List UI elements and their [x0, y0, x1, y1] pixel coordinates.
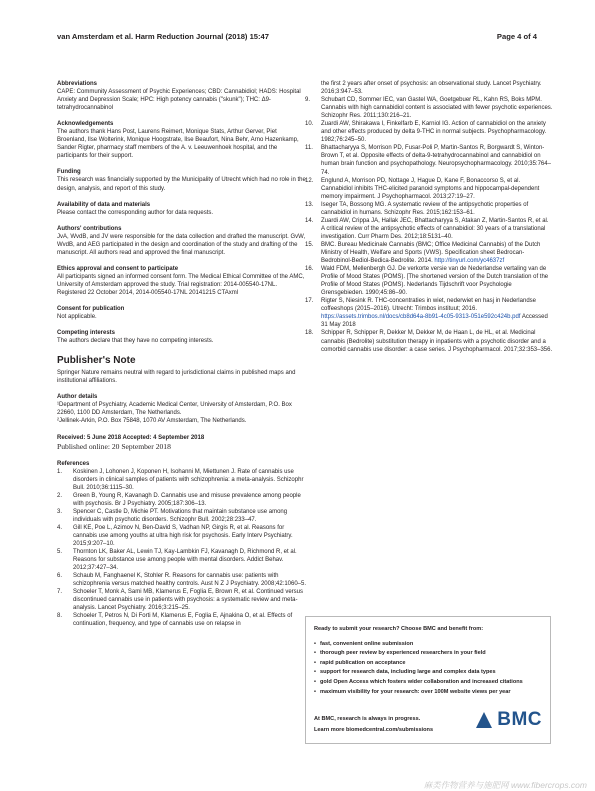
reference-item — [57, 588, 307, 612]
section-heading: Abbreviations — [57, 81, 98, 87]
reference-number: 2. — [57, 492, 63, 499]
section-text: Please contact the corresponding author for data requests. — [57, 209, 214, 216]
page-number: Page 4 of 4 — [496, 32, 537, 41]
section-heading: Author details — [57, 394, 98, 401]
section-text: The authors declare that they have no competing interests. — [57, 338, 214, 345]
reference-item — [57, 492, 307, 508]
reference-text — [321, 201, 553, 217]
reference-text — [73, 492, 307, 508]
author-details-section — [57, 393, 307, 425]
ethics-section — [57, 265, 307, 297]
reference-item — [57, 524, 307, 548]
reference-citation: Wald FDM, Mellenbergh GJ. De verkorte versie van de Nederlandse vertaling van de Profile of Mood States (POMS). [The shortened version of the Dutch translation of the Profile of Mood States (POMS). Nederlands Tijdschrift voor Psychologie Grensgebieden. 1990;45:86–90. — [321, 266, 549, 297]
bmc-logo-icon — [474, 710, 494, 730]
funding-section — [57, 168, 307, 192]
reference-number: 4. — [57, 524, 63, 531]
right-column — [305, 80, 553, 354]
reference-text — [321, 80, 553, 96]
reference-number: 1. — [57, 468, 63, 475]
section-heading: Acknowledgements — [57, 121, 114, 128]
benefit-list — [314, 640, 542, 698]
reference-text — [321, 265, 553, 297]
reference-text — [73, 468, 307, 492]
watermark: 麻类作物营养与施肥网 www.fibercrops.com — [423, 780, 587, 790]
bmc-logo — [474, 710, 542, 730]
benefit-item: • maximum visibility for your research: over 100M website views per year — [314, 688, 542, 698]
section-text: CAPE: Community Assessment of Psychic Experiences; CBD: Cannabidiol; HADS: Hospital Anxiety and Depression Scale; HPC: High potency cannabis ("skunk"); THC: Δ9-tetrahydrocannabinol — [57, 89, 301, 112]
reference-number: 9. — [305, 97, 311, 104]
reference-number: 8. — [57, 613, 63, 620]
ad-title: Ready to submit your research? Choose BMC and benefit from: — [314, 626, 484, 632]
reference-number: 3. — [57, 508, 63, 515]
availability-section — [57, 201, 307, 217]
reference-citation: Koskinen J, Lohonen J, Koponen H, Isohanni M, Miettunen J. Rate of cannabis use disorders in clinical samples of patients with schizophrenia: a meta-analysis. Schizophr Bull. 2010;36:1115–30. — [73, 468, 304, 491]
reference-number: 18. — [305, 330, 314, 337]
reference-citation: Zuardi AW, Crippa JA, Hallak JEC, Bhattacharyya S, Atakan Z, Martin-Santos R, et al. A critical review of the antipsychotic effects of cannabidiol: 30 years of a translational investigation. Curr Pharm Des. 2012;18:5131–40. — [321, 217, 549, 240]
reference-item — [305, 329, 553, 353]
reference-item — [57, 508, 307, 524]
reference-number — [305, 80, 321, 96]
reference-item — [305, 217, 553, 241]
section-heading: Availability of data and materials — [57, 201, 151, 208]
acknowledgements-section — [57, 120, 307, 160]
section-text: Springer Nature remains neutral with regard to jurisdictional claims in published maps and institutional affiliations. — [57, 370, 296, 385]
reference-citation: Iseger TA, Bossong MG. A systematic review of the antipsychotic properties of cannabidiol in humans. Schizophr Res. 2015;162:153–61. — [321, 201, 529, 216]
ad-footer — [314, 714, 433, 736]
reference-text — [321, 241, 553, 265]
reference-item — [305, 241, 553, 265]
reference-number: 16. — [305, 266, 314, 273]
published-online: Published online: 20 September 2018 — [57, 441, 171, 451]
section-heading: Ethics approval and consent to participate — [57, 265, 179, 272]
benefit-item: • support for research data, including large and complex data types — [314, 668, 542, 678]
competing-section — [57, 329, 307, 345]
reference-number: 10. — [305, 121, 314, 128]
reference-text — [73, 524, 307, 548]
reference-citation: Schubart CD, Sommer IEC, van Gastel WA, Goetgebuer RL, Kahn RS, Boks MPM. Cannabis with high cannabidiol content is associated with fewer psychotic experiences. Schizophr Res. 2011;130:216–21. — [321, 97, 553, 120]
reference-item — [57, 548, 307, 572]
section-text: This research was financially supported by the Municipality of Utrecht which had no role in the design, analysis, and report of this study. — [57, 177, 306, 192]
reference-item — [305, 297, 553, 329]
reference-number: 14. — [305, 217, 314, 224]
reference-text — [321, 120, 553, 144]
reference-text — [73, 612, 307, 628]
reference-citation: Schaub M, Fanghaenel K, Stohler R. Reasons for cannabis use: patients with schizophrenia versus matched healthy controls. Aust N Z J Psychiatry. 2008;42:1060–5. — [73, 573, 307, 588]
section-text: The authors thank Hans Post, Laurens Reimert, Monique Stats, Arthur Gerver, Piet Broenland, Ilse Wolterink, Monique Hoogstrate, Ilse Beaufort, Nina Behr, Arno Hazenkamp, Sander Rigter, pharmacy staff members of the A. v. Leeuwenhoek hospital, and the participants for their support. — [57, 129, 299, 160]
reference-item — [305, 80, 553, 96]
reference-text — [321, 96, 553, 120]
reference-citation: Schipper R, Schipper R, Dekker M, Dekker M, de Haan L, de HL, et al. Medicinal cannabis (Bedrolite) substitution therapy in inpatients with a psychotic disorder and a comorbid cannabis use disorder: a case series. J Psychopharmacol. 2017;32:353–356. — [321, 330, 553, 353]
reference-text — [73, 548, 307, 572]
section-text: Not applicable. — [57, 314, 97, 321]
reference-number: 13. — [305, 201, 314, 208]
reference-item — [305, 144, 553, 176]
reference-number: 15. — [305, 241, 314, 248]
reference-citation: BMC. Bureau Medicinale Cannabis (BMC; Office Medicinal Cannabis) of the Dutch Ministry of Health, Welfare and Sports (VWS). Specification sheet Bedrocan-Bedrobinol-Bediol-Bedica-Bedrolite. 2014. — [321, 241, 541, 265]
reference-item — [57, 612, 307, 628]
reference-item — [305, 177, 553, 201]
reference-item — [305, 201, 553, 217]
bmc-submission-box — [305, 616, 551, 744]
dates-section — [57, 434, 307, 451]
reference-link[interactable]: https://assets.trimbos.nl/docs/cb8d64a-8b91-4c05-9313-051e592c424b.pdf — [321, 314, 521, 321]
reference-text — [321, 217, 553, 241]
reference-number: 17. — [305, 298, 314, 305]
reference-accessed: Accessed 31 May 2018 — [321, 314, 548, 329]
reference-link[interactable]: http://tinyurl.com/yc4637zf — [434, 258, 505, 265]
reference-number: 5. — [57, 549, 63, 556]
benefit-item: • rapid publication on acceptance — [314, 659, 542, 669]
reference-citation: Green B, Young R, Kavanagh D. Cannabis use and misuse prevalence among people with psychosis. Br J Psychiatry. 2005;187:306–13. — [73, 492, 301, 507]
reference-citation: Thornton LK, Baker AL, Lewin TJ, Kay-Lambkin FJ, Kavanagh D, Richmond R, et al. Reasons for substance use among people with mental disorders. Addict Behav. 2012;37:427–34. — [73, 549, 297, 572]
reference-item — [305, 96, 553, 120]
section-heading: Competing interests — [57, 330, 116, 337]
reference-citation: Spencer C, Castle D, Michie PT. Motivations that maintain substance use among individuals with psychotic disorders. Schizophr Bull. 2002;28:233–47. — [73, 508, 288, 523]
reference-citation: Zuardi AW, Shirakawa I, Finkelfarb E, Karniol IG. Action of cannabidiol on the anxiety and other effects produced by delta 9-THC in normal subjects. Psychopharmacology. 1982;76:245–50. — [321, 121, 547, 144]
publisher-note-heading: Publisher's Note — [57, 355, 136, 367]
reference-citation: Schoeler T, Monk A, Sami MB, Klamerus E, Foglia E, Brown R, et al. Continued versus discontinued cannabis use in patients with psychosis: a systematic review and meta-analysis. Lancet Psychiatry. 2016;3:215–25. — [73, 589, 303, 612]
reference-text — [73, 572, 307, 588]
benefit-item: • gold Open Access which fosters wider collaboration and increased citations — [314, 678, 542, 688]
reference-item — [305, 120, 553, 144]
reference-text — [73, 588, 307, 612]
reference-citation: the first 2 years after onset of psychosis: an observational study. Lancet Psychiatry. 2016;3:947–53. — [321, 81, 542, 96]
reference-number: 6. — [57, 573, 63, 580]
reference-citation: Englund A, Morrison PD, Nottage J, Hague D, Kane F, Bonaccorso S, et al. Cannabidiol inhibits THC-elicited paranoid symptoms and hippocampal-dependent memory impairment. J Psychopharmacol. 2013;27:19–27. — [321, 177, 540, 200]
affiliation-1: ¹Department of Psychiatry, Academic Medical Center, University of Amsterdam, P.O. Box 22660, 1100 DD Amsterdam, The Netherlands. — [57, 402, 292, 417]
reference-text — [321, 177, 553, 201]
reference-item — [305, 265, 553, 297]
section-text: JvA, WvdB, and JV were responsible for the data collection and drafted the manuscript. GvW, WvdB, and AEG participated in the design and coordination of the study and drafting of the manuscript. All authors read and approved the final manuscript. — [57, 233, 306, 256]
section-heading: Authors' contributions — [57, 225, 122, 232]
reference-item — [57, 572, 307, 588]
running-header: van Amsterdam et al. Harm Reduction Journal (2018) 15:47 — [57, 32, 269, 41]
abbreviations-section — [57, 80, 307, 112]
affiliation-2: ²Jellinek-Arkin, P.O. Box 75848, 1070 AV Amsterdam, The Netherlands. — [57, 418, 247, 425]
reference-text — [321, 329, 553, 353]
section-heading: Funding — [57, 169, 81, 176]
benefit-item: • fast, convenient online submission — [314, 640, 542, 650]
reference-citation: Rigter S, Niesink R. THC-concentraties in wiet, nederwiet en hasj in Nederlandse coffeeshops (2015–2016). Utrecht: Trimbos instituut; 2016. — [321, 298, 536, 313]
reference-item — [57, 468, 307, 492]
benefit-item: • thorough peer review by experienced researchers in your field — [314, 649, 542, 659]
consent-section — [57, 305, 307, 321]
reference-number: 11. — [305, 145, 313, 152]
contributions-section — [57, 225, 307, 257]
section-text: All participants signed an informed consent form. The Medical Ethical Committee of the AMC, University of Amsterdam approved the study. Trial registration: 2014-005540-17NL. Registered 22 October 2014, 2014-005540-17NL 20141215 CTAxml — [57, 273, 305, 296]
section-heading: Consent for publication — [57, 306, 125, 313]
reference-citation: Bhattacharyya S, Morrison PD, Fusar-Poli P, Martin-Santos R, Borgwardt S, Winton-Brown T, et al. Opposite effects of delta-9-tetrahydrocannabinol and cannabidiol on human brain function and psychopathology. Neuropsychopharmacology. 2010;35:764–74. — [321, 145, 551, 176]
reference-list — [57, 468, 307, 629]
left-column — [57, 80, 307, 629]
submissions-link[interactable]: Learn more biomedcentral.com/submissions — [314, 727, 434, 733]
reference-citation: Gill KE, Poe L, Azimov N, Ben-David S, Vadhan NP, Girgis R, et al. Reasons for cannabis use among youths at ultra high risk for psychosis. Early Interv Psychiatry. 2015;9:207–10. — [73, 524, 293, 548]
references-heading: References — [57, 460, 90, 467]
reference-text — [321, 297, 553, 329]
received-accepted: Received: 5 June 2018 Accepted: 4 September 2018 — [57, 434, 205, 441]
reference-text — [73, 508, 307, 524]
reference-text — [321, 144, 553, 176]
publisher-note-section — [57, 355, 307, 385]
reference-list — [305, 80, 553, 354]
bmc-logo-text: BMC — [497, 709, 542, 731]
references-section — [57, 460, 307, 629]
ad-footer-line: At BMC, research is always in progress. — [314, 716, 421, 722]
reference-number: 7. — [57, 589, 63, 596]
reference-citation: Schoeler T, Petros N, Di Forti M, Klamerus E, Foglia E, Ajnakina O, et al. Effects of continuation, frequency, and type of cannabis use on relapse in — [73, 613, 293, 628]
reference-number: 12. — [305, 177, 314, 184]
